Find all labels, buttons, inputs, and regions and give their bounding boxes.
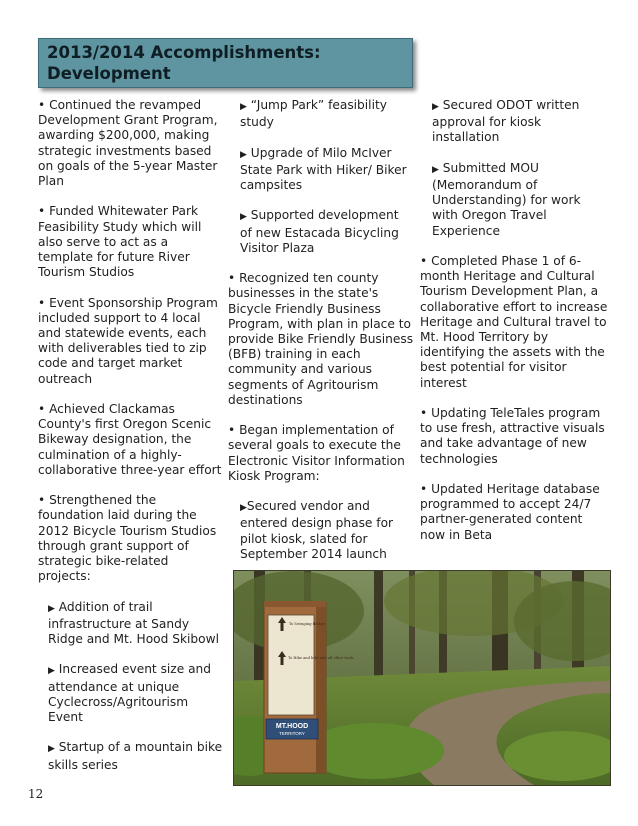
triangle-right-icon: ▶ xyxy=(48,666,55,677)
tree-trunk xyxy=(374,571,383,691)
sub-item: ▶ Supported development of new Estacada Bicycling Visitor Plaza xyxy=(240,208,399,255)
triangle-right-icon: ▶ xyxy=(240,102,247,112)
paragraph: • Updating TeleTales program to use fresh, attractive visuals and take advantage of new technologies xyxy=(420,406,605,466)
sign-logo-line2: TERRITORY xyxy=(279,731,305,736)
triangle-right-icon: ▶ xyxy=(432,164,439,175)
sub-item: ▶ Addition of trail infrastructure at Sandy Ridge and Mt. Hood Skibowl xyxy=(48,599,219,647)
sub-item: ▶ “Jump Park” feasibility study xyxy=(240,98,387,130)
sign-top-label: To Swinging Bridge xyxy=(289,622,325,626)
paragraph: • Strengthened the foundation laid during the 2012 Bicycle Tourism Studios through grant support of strategic bike-related projects: xyxy=(38,493,217,584)
sign-bottom-label: To Hike and bike and all other trails xyxy=(288,656,354,660)
paragraph: • Recognized ten county businesses in the state's Bicycle Friendly Business Program, with plan in place to provide Bike Friendly Business (BFB) training in each community and various segments of Agritourism destinations xyxy=(228,271,414,407)
sub-item: ▶ Increased event size and attendance at unique Cyclecross/Agritourism Event xyxy=(48,662,212,725)
page-title xyxy=(47,42,321,84)
sign-panel xyxy=(268,615,314,715)
page-number: 12 xyxy=(28,787,44,801)
paragraph: • Began implementation of several goals to execute the Electronic Visitor Information Kiosk Program: xyxy=(228,423,405,483)
paragraph: • Continued the revamped Development Grant Program, awarding $200,000, making strategic investments based on goals of the 5-year Master Plan xyxy=(38,98,218,189)
triangle-right-icon: ▶ xyxy=(240,149,247,160)
trail-scene xyxy=(234,571,610,785)
paragraph: • Funded Whitewater Park Feasibility Study which will also serve to act as a template for future River Tourism Studios xyxy=(38,204,202,280)
section-header xyxy=(38,38,413,88)
triangle-right-icon: ▶ xyxy=(432,102,439,112)
sign-post-side xyxy=(316,603,326,773)
triangle-right-icon: ▶ xyxy=(240,503,247,514)
sign-logo-line1: MT.HOOD xyxy=(275,723,309,730)
column-2 xyxy=(228,98,414,577)
trail-photo xyxy=(233,570,611,786)
paragraph: • Completed Phase 1 of 6-month Heritage and Cultural Tourism Development Plan, a collaborative effort to increase Heritage and Cultural travel to Mt. Hood Territory by identifying the assets with the best potential for visitor interest xyxy=(420,254,608,390)
sign-post-top xyxy=(264,601,326,607)
triangle-right-icon: ▶ xyxy=(240,212,247,223)
sub-item: ▶ Secured ODOT written approval for kiosk installation xyxy=(432,98,580,145)
title-line-1: 2013/2014 Accomplishments: xyxy=(47,43,321,62)
column-3 xyxy=(420,98,610,558)
column-1 xyxy=(38,98,224,788)
sub-item: ▶Secured vendor and entered design phase for pilot kiosk, slated for September 2014 launch xyxy=(240,499,394,561)
paragraph: • Updated Heritage database programmed to accept 24/7 partner-generated content now in Beta xyxy=(420,482,600,542)
sub-item: ▶ Upgrade of Milo McIver State Park with Hiker/ Biker campsites xyxy=(240,145,407,192)
triangle-right-icon: ▶ xyxy=(48,744,55,755)
paragraph: • Achieved Clackamas County's first Oregon Scenic Bikeway designation, the culmination of a highly-collaborative three-year effort xyxy=(38,402,222,477)
paragraph: • Event Sponsorship Program included support to 4 local and statewide events, each with deliverables tied to zip code and target market outreach xyxy=(38,295,218,386)
sub-item: ▶ Startup of a mountain bike skills series xyxy=(48,740,223,772)
triangle-right-icon: ▶ xyxy=(48,603,55,614)
sub-item: ▶ Submitted MOU (Memorandum of Understanding) for work with Oregon Travel Experience xyxy=(432,160,581,238)
title-line-2: Development xyxy=(47,64,171,83)
